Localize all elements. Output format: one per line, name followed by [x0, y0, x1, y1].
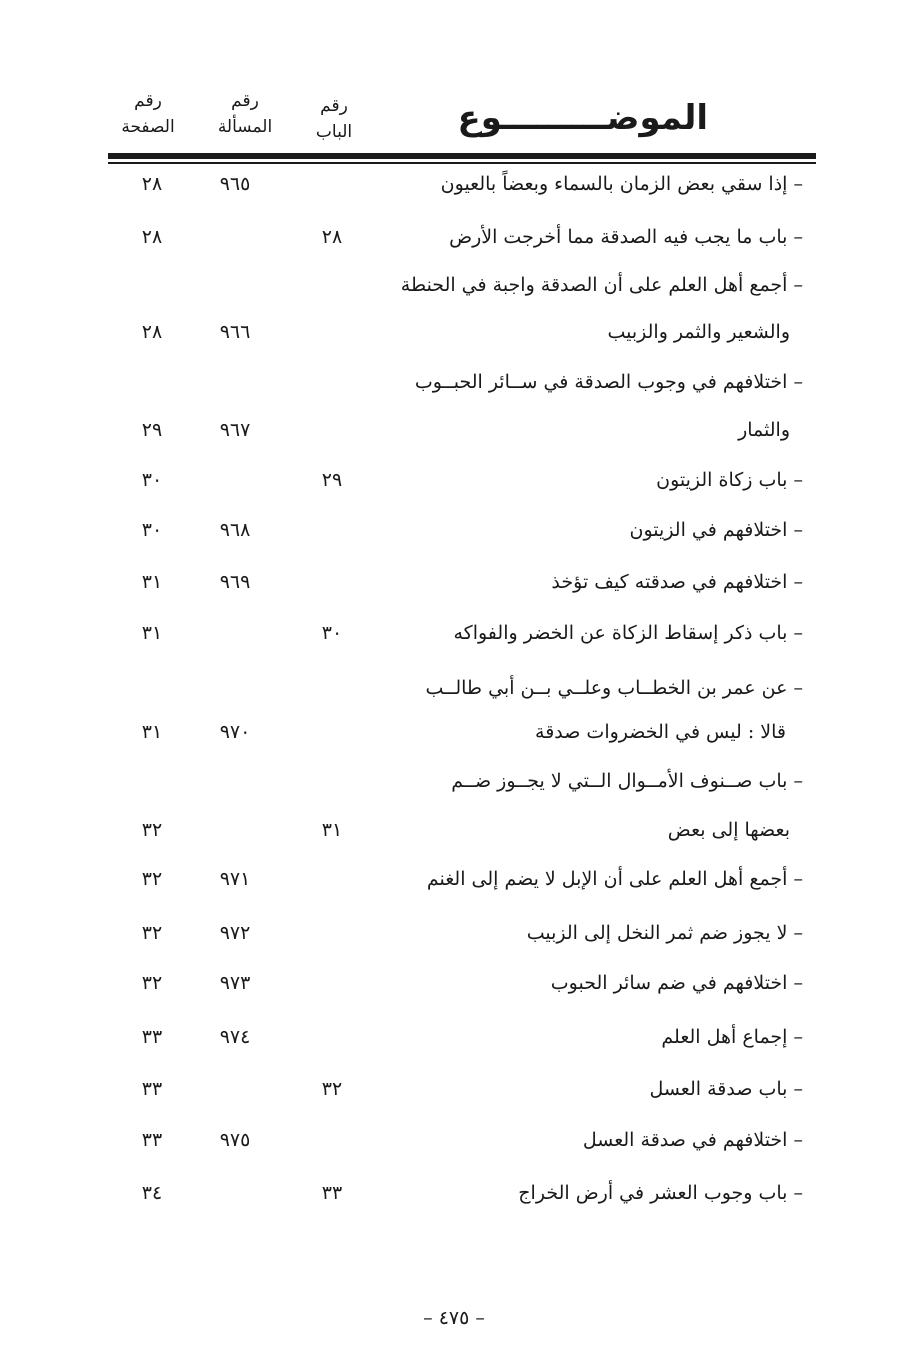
table-row — [0, 864, 908, 894]
table-row — [0, 766, 908, 796]
row-masala-number: ٩٦٩ — [219, 571, 251, 593]
row-bab-number: ٣٢ — [321, 1078, 343, 1100]
column-header-safha-line2: الصفحة — [121, 117, 175, 137]
row-topic: – باب ما يجب فيه الصدقة مما أخرجت الأرض — [449, 226, 803, 248]
row-topic: بعضها إلى بعض — [667, 819, 790, 841]
page-number: – ٤٧٥ – — [423, 1307, 485, 1329]
column-header-masala-line2: المسألة — [217, 117, 273, 137]
column-header-safha-line1: رقم — [134, 91, 162, 111]
row-topic: – لا يجوز ضم ثمر النخل إلى الزبيب — [526, 922, 803, 944]
row-masala-number: ٩٧٣ — [219, 972, 251, 994]
row-topic: – باب صدقة العسل — [649, 1078, 803, 1100]
row-page-number: ٣٣ — [141, 1026, 163, 1048]
row-masala-number: ٩٧٥ — [219, 1129, 251, 1151]
row-topic: – أجمع أهل العلم على أن الصدقة واجبة في الحنطة — [400, 274, 803, 296]
row-masala-number: ٩٦٦ — [219, 321, 251, 343]
table-row — [0, 918, 908, 948]
row-topic: – باب زكاة الزيتون — [656, 469, 803, 491]
row-page-number: ٣٠ — [141, 469, 163, 491]
row-masala-number: ٩٦٧ — [219, 419, 251, 441]
row-page-number: ٢٨ — [141, 226, 163, 248]
row-page-number: ٣٢ — [141, 868, 163, 890]
row-page-number: ٣٣ — [141, 1129, 163, 1151]
row-bab-number: ٣٠ — [321, 622, 343, 644]
column-header-topic: الموضـــــــــوع — [457, 98, 708, 138]
row-page-number: ٣١ — [141, 622, 163, 644]
row-topic: – اختلافهم في وجوب الصدقة في ســائر الحبــوب — [414, 371, 803, 393]
row-topic: – اختلافهم في صدقته كيف تؤخذ — [551, 571, 803, 593]
table-row — [0, 1022, 908, 1052]
row-topic: – عن عمر بن الخطــاب وعلــي بــن أبي طالــب — [425, 677, 803, 699]
row-masala-number: ٩٧٤ — [219, 1026, 251, 1048]
column-header-safha — [108, 88, 188, 140]
table-row — [0, 415, 908, 445]
row-page-number: ٣١ — [141, 571, 163, 593]
table-row — [0, 815, 908, 845]
row-bab-number: ٣١ — [321, 819, 343, 841]
column-header-masala-line1: رقم — [231, 91, 259, 111]
table-row — [0, 717, 908, 747]
row-masala-number: ٩٧١ — [219, 868, 251, 890]
row-page-number: ٢٩ — [141, 419, 163, 441]
row-page-number: ٣٢ — [141, 972, 163, 994]
row-topic: – إجماع أهل العلم — [661, 1026, 803, 1048]
column-header-bab-line1: رقم — [320, 96, 348, 116]
row-page-number: ٣٣ — [141, 1078, 163, 1100]
table-row — [0, 567, 908, 597]
row-masala-number: ٩٦٨ — [219, 519, 251, 541]
table-row — [0, 169, 908, 199]
header-divider-thin — [108, 162, 816, 164]
column-header-bab — [298, 93, 370, 145]
row-topic: قالا : ليس في الخضروات صدقة — [535, 721, 786, 743]
row-topic: والشعير والثمر والزبيب — [607, 321, 790, 343]
row-masala-number: ٩٧٠ — [219, 721, 251, 743]
column-header-masala — [200, 88, 290, 140]
row-topic: – اختلافهم في الزيتون — [629, 519, 803, 541]
table-row — [0, 367, 908, 397]
table-row — [0, 270, 908, 300]
row-topic: – اختلافهم في صدقة العسل — [582, 1129, 803, 1151]
row-masala-number: ٩٧٢ — [219, 922, 251, 944]
row-page-number: ٢٨ — [141, 173, 163, 195]
row-page-number: ٢٨ — [141, 321, 163, 343]
row-bab-number: ٢٨ — [321, 226, 343, 248]
row-page-number: ٣٢ — [141, 922, 163, 944]
table-row — [0, 968, 908, 998]
row-page-number: ٣٢ — [141, 819, 163, 841]
row-bab-number: ٢٩ — [321, 469, 343, 491]
row-page-number: ٣٠ — [141, 519, 163, 541]
row-topic: – أجمع أهل العلم على أن الإبل لا يضم إلى الغنم — [426, 868, 803, 890]
row-masala-number: ٩٦٥ — [219, 173, 251, 195]
table-row — [0, 515, 908, 545]
column-header-bab-line2: الباب — [315, 122, 353, 142]
row-page-number: ٣٤ — [141, 1182, 163, 1204]
table-row — [0, 465, 908, 495]
table-row — [0, 317, 908, 347]
row-page-number: ٣١ — [141, 721, 163, 743]
row-bab-number: ٣٣ — [321, 1182, 343, 1204]
row-topic: والثمار — [738, 419, 790, 441]
table-row — [0, 1178, 908, 1208]
row-topic: – اختلافهم في ضم سائر الحبوب — [550, 972, 803, 994]
table-row — [0, 673, 908, 703]
row-topic: – باب وجوب العشر في أرض الخراج — [518, 1182, 803, 1204]
row-topic: – إذا سقي بعض الزمان بالسماء وبعضاً بالعيون — [440, 173, 803, 195]
table-row — [0, 618, 908, 648]
table-row — [0, 1074, 908, 1104]
table-row — [0, 222, 908, 252]
table-row — [0, 1125, 908, 1155]
row-topic: – باب صــنوف الأمــوال الــتي لا يجــوز ضــم — [451, 770, 803, 792]
row-topic: – باب ذكر إسقاط الزكاة عن الخضر والفواكه — [453, 622, 803, 644]
header-divider-thick — [108, 153, 816, 159]
